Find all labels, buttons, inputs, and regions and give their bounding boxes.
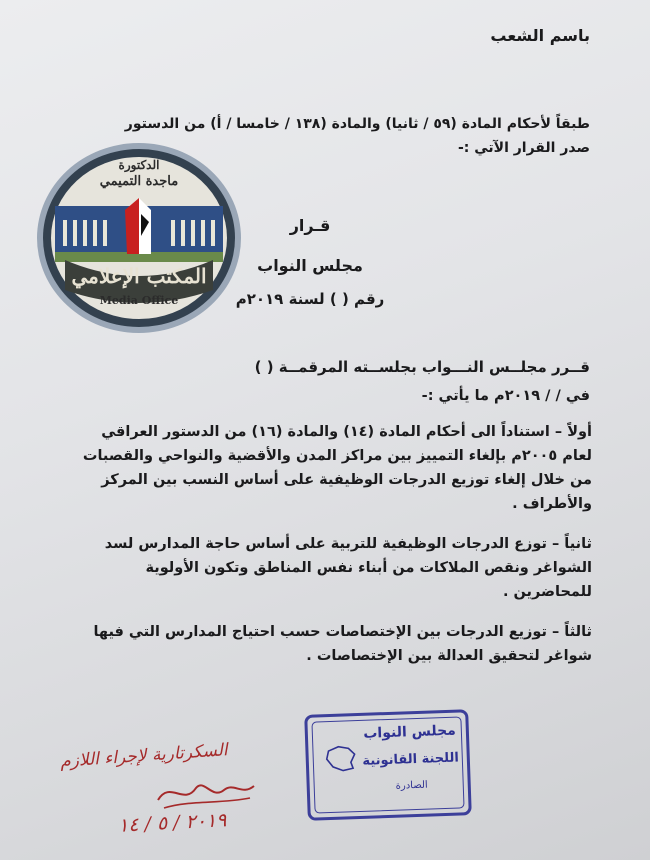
session-line-1: قــرر مجلــس النـــواب بجلســته المرقمــة ( )	[254, 358, 590, 376]
clause-first: أولاً – استناداً الى أحكام المادة (١٤) والمادة (١٦) من الدستور العراقي لعام ٢٠٠٥م بإلغاء التمييز بين مراكز المدن والأقضية والنواحي والقصبات من خلال إلغاء توزيع الدرجات الوظيفية على أساس النسب بين المركز والأطراف .	[82, 424, 592, 512]
handwritten-signature	[150, 770, 260, 814]
logo-sub-text: Media Office	[99, 294, 179, 307]
session-line-2: في / / ٢٠١٩م ما يأتي :-	[421, 388, 590, 404]
stamp-line-1: مجلس النواب	[363, 722, 457, 742]
stamp-line-2: اللجنة القانونية	[362, 750, 460, 769]
logo-top-text-1: الدكتورة	[118, 158, 160, 172]
clause-third: ثالثاً – توزيع الدرجات بين الإختصاصات حسب احتياج المدارس التي فيها شواغر لتحقيق العدالة بين الإختصاصات .	[93, 624, 592, 664]
intro-line-2: صدر القرار الآتي :-	[457, 140, 590, 156]
legal-committee-stamp	[304, 709, 472, 821]
clause-second: ثانياً – توزع الدرجات الوظيفية للتربية على أساس حاجة المدارس لسد الشواغر ونقص الملاكات من أبناء نفس المناطق وتكون الأولوية للمحاضرين .	[104, 536, 592, 600]
logo-top-text-2: ماجدة التميمي	[99, 174, 179, 189]
logo-main-text: المكتب الإعلامي	[71, 264, 207, 288]
iraq-map-icon	[324, 744, 357, 773]
stamp-line-3: الصادرة	[395, 779, 428, 792]
decision-number: رقم ( ) لسنة ٢٠١٩م	[235, 290, 385, 308]
handwritten-note: السكرتارية لإجراء اللازم	[59, 740, 229, 772]
council-title: مجلس النواب	[257, 256, 363, 275]
basmala-heading: باسم الشعب	[490, 26, 590, 45]
handwritten-date: ٢٠١٩ / ٥ / ١٤	[117, 809, 227, 837]
decision-title: قـرار	[289, 216, 331, 235]
intro-line-1: طبقاً لأحكام المادة (٥٩ / ثانيا) والمادة (١٣٨ / خامسا / أ) من الدستور	[124, 116, 590, 132]
